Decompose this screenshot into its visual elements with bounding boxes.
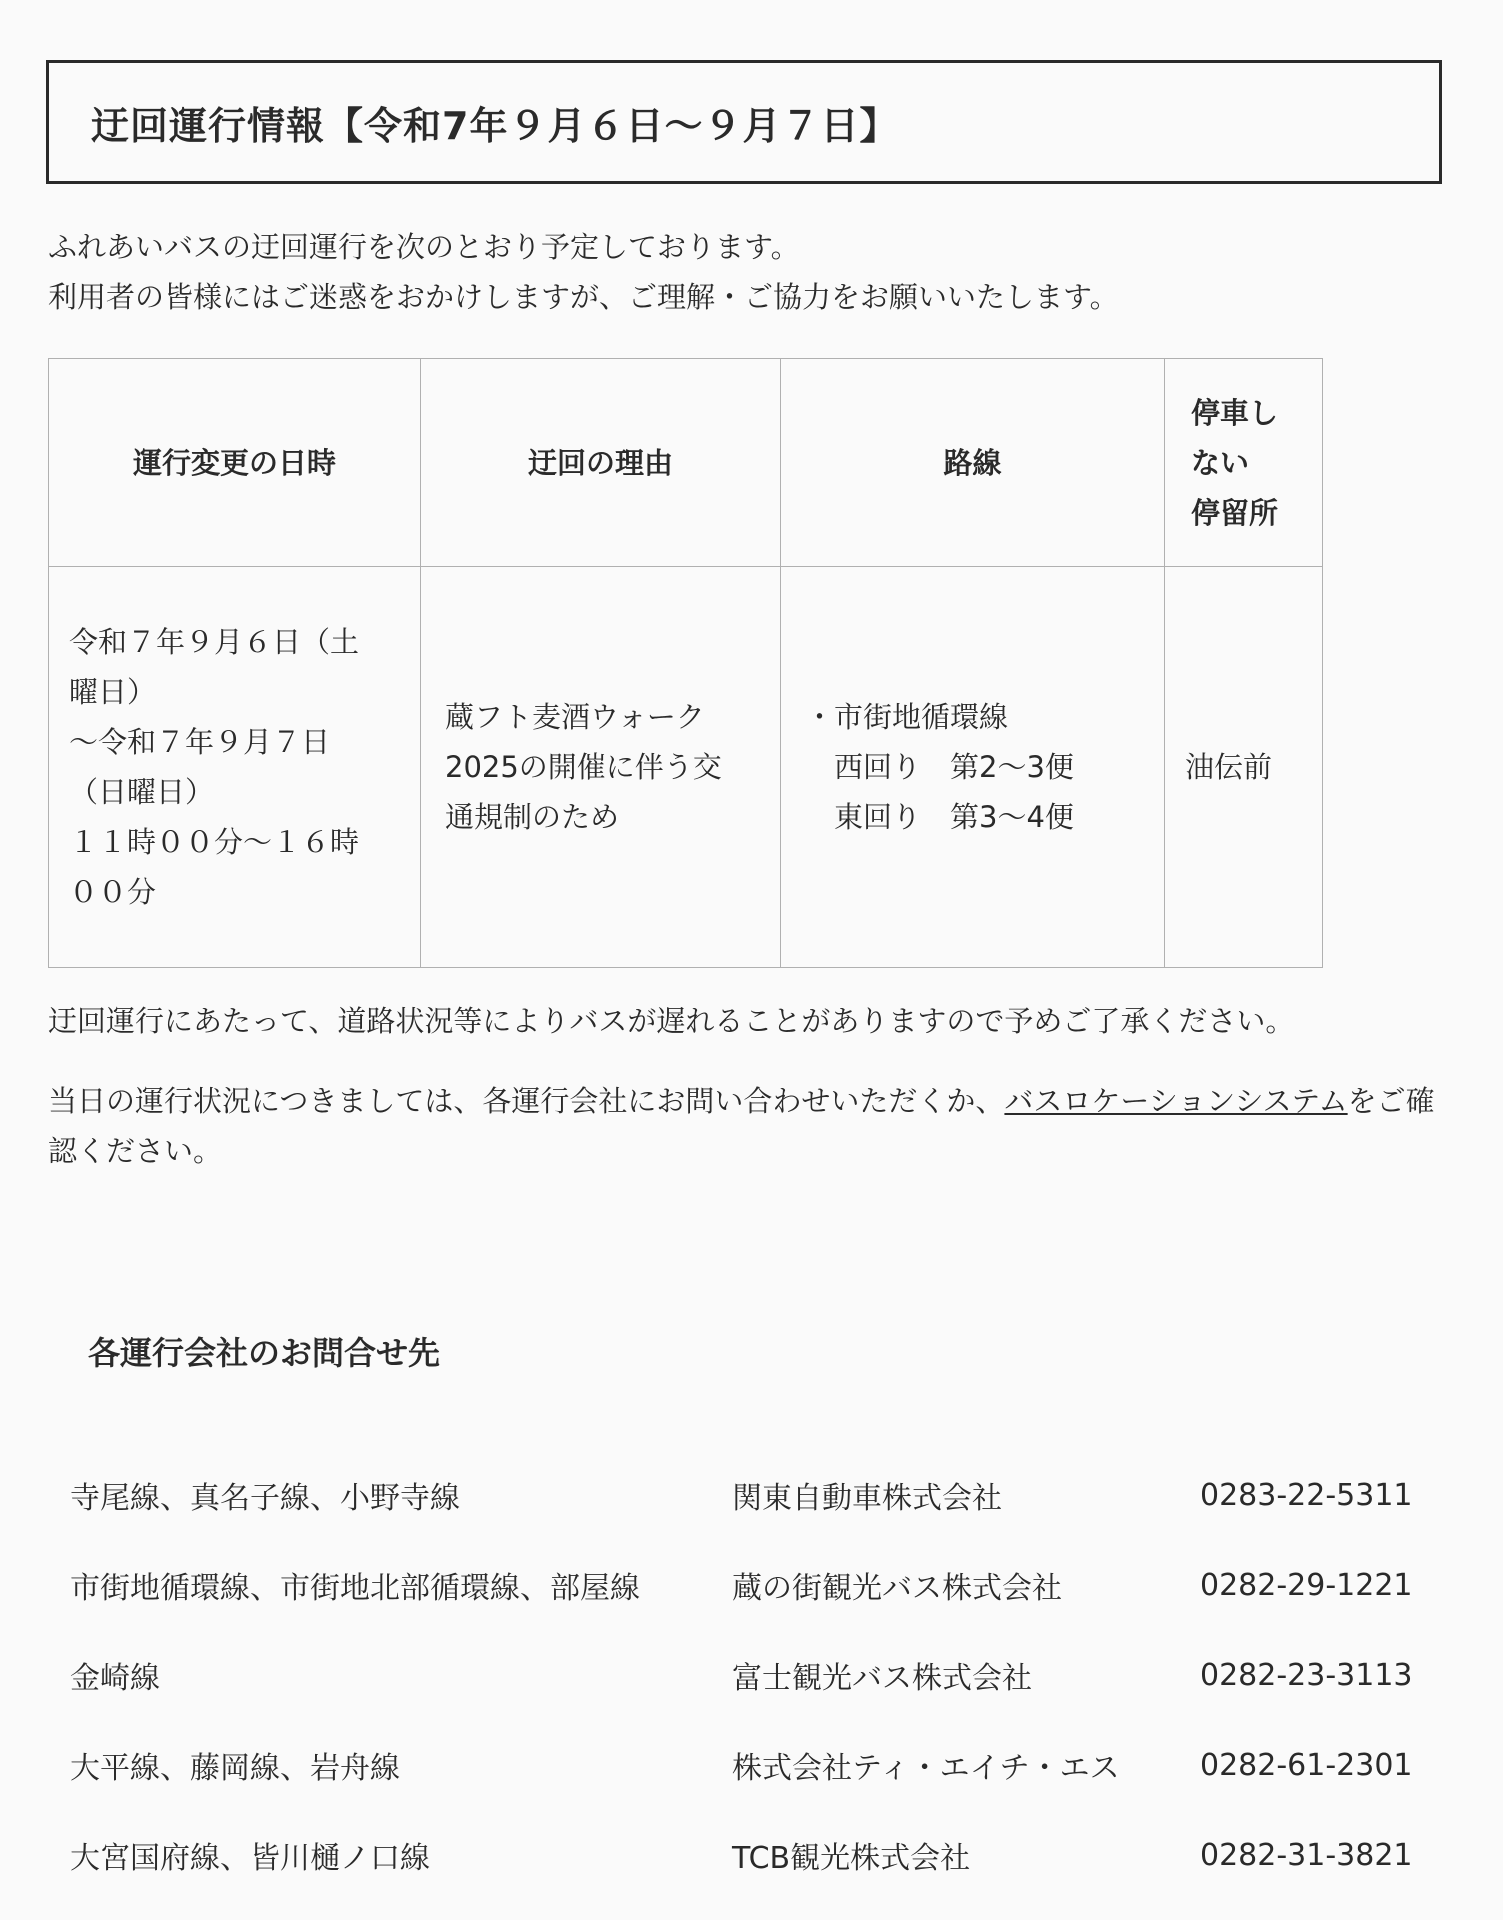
status-note-text: 当日の運行状況につきましては、各運行会社にお問い合わせいただくか、 xyxy=(48,1084,1005,1118)
header-skipped-stop xyxy=(1165,359,1323,567)
page-title: 迂回運行情報【令和7年９月６日～９月７日】 xyxy=(91,103,899,148)
detour-table xyxy=(48,358,1323,968)
route-line: 西回り 第2～3便 xyxy=(805,750,1074,784)
cell-datetime xyxy=(49,567,421,968)
header-datetime: 運行変更の日時 xyxy=(49,359,421,567)
reason-line: 通規制のため xyxy=(445,800,620,834)
delay-note: 迂回運行にあたって、道路状況等によりバスが遅れることがありますので予めご了承ください。 xyxy=(48,1004,1295,1038)
datetime-line: １１時００分～１６時 xyxy=(69,825,360,859)
reason-line: 蔵フト麦酒ウォーク xyxy=(445,700,705,734)
title-box xyxy=(46,60,1442,184)
contact-company: 関東自動車株式会社 xyxy=(732,1481,1002,1516)
table-row xyxy=(70,1810,1460,1900)
route-line: ・市街地循環線 xyxy=(805,700,1009,734)
contact-company: 富士観光バス株式会社 xyxy=(732,1661,1032,1696)
header-reason: 迂回の理由 xyxy=(421,359,781,567)
contact-routes: 大平線、藤岡線、岩舟線 xyxy=(70,1751,400,1786)
datetime-line: 令和７年９月６日（土 xyxy=(69,625,360,659)
intro-text xyxy=(48,222,1119,322)
header-route: 路線 xyxy=(781,359,1165,567)
table-row xyxy=(70,1540,1460,1630)
contacts-table xyxy=(70,1450,1460,1900)
reason-line: 2025の開催に伴う交 xyxy=(445,750,722,784)
contact-phone: 0282-61-2301 xyxy=(1200,1747,1413,1783)
table-row xyxy=(70,1450,1460,1540)
status-note xyxy=(48,1076,1448,1176)
cell-skipped-stop: 油伝前 xyxy=(1165,567,1323,968)
header-line: ない xyxy=(1191,445,1250,480)
contact-phone: 0283-22-5311 xyxy=(1200,1477,1413,1513)
contact-phone: 0282-31-3821 xyxy=(1200,1837,1413,1873)
datetime-line: ００分 xyxy=(69,875,157,909)
header-line: 停車し xyxy=(1191,395,1279,430)
header-line: 停留所 xyxy=(1191,495,1279,530)
contact-company: TCB観光株式会社 xyxy=(732,1841,971,1876)
contact-routes: 大宮国府線、皆川樋ノ口線 xyxy=(70,1841,430,1876)
datetime-line: 曜日） xyxy=(69,675,157,709)
cell-reason xyxy=(421,567,781,968)
table-row xyxy=(70,1630,1460,1720)
intro-line: ふれあいバスの迂回運行を次のとおり予定しております。 xyxy=(48,230,800,264)
table-header-row xyxy=(49,359,1323,567)
bus-location-link[interactable]: バスロケーションシステム xyxy=(1004,1084,1348,1118)
contact-routes: 市街地循環線、市街地北部循環線、部屋線 xyxy=(70,1571,640,1606)
contact-routes: 金崎線 xyxy=(70,1661,160,1696)
intro-line: 利用者の皆様にはご迷惑をおかけしますが、ご理解・ご協力をお願いいたします。 xyxy=(48,280,1119,314)
contact-phone: 0282-23-3113 xyxy=(1200,1657,1413,1693)
table-row xyxy=(70,1720,1460,1810)
contact-company: 蔵の街観光バス株式会社 xyxy=(732,1571,1062,1606)
route-line: 東回り 第3～4便 xyxy=(805,800,1074,834)
table-row xyxy=(49,567,1323,968)
contact-company: 株式会社ティ・エイチ・エス xyxy=(732,1751,1120,1786)
datetime-line: （日曜日） xyxy=(69,775,215,809)
datetime-line: ～令和７年９月７日 xyxy=(69,725,331,759)
contact-phone: 0282-29-1221 xyxy=(1200,1567,1413,1603)
status-note-text-end: をご確認ください。 xyxy=(48,1084,1435,1168)
contacts-title: 各運行会社のお問合せ先 xyxy=(88,1334,441,1372)
contact-routes: 寺尾線、真名子線、小野寺線 xyxy=(70,1481,460,1516)
cell-route xyxy=(781,567,1165,968)
